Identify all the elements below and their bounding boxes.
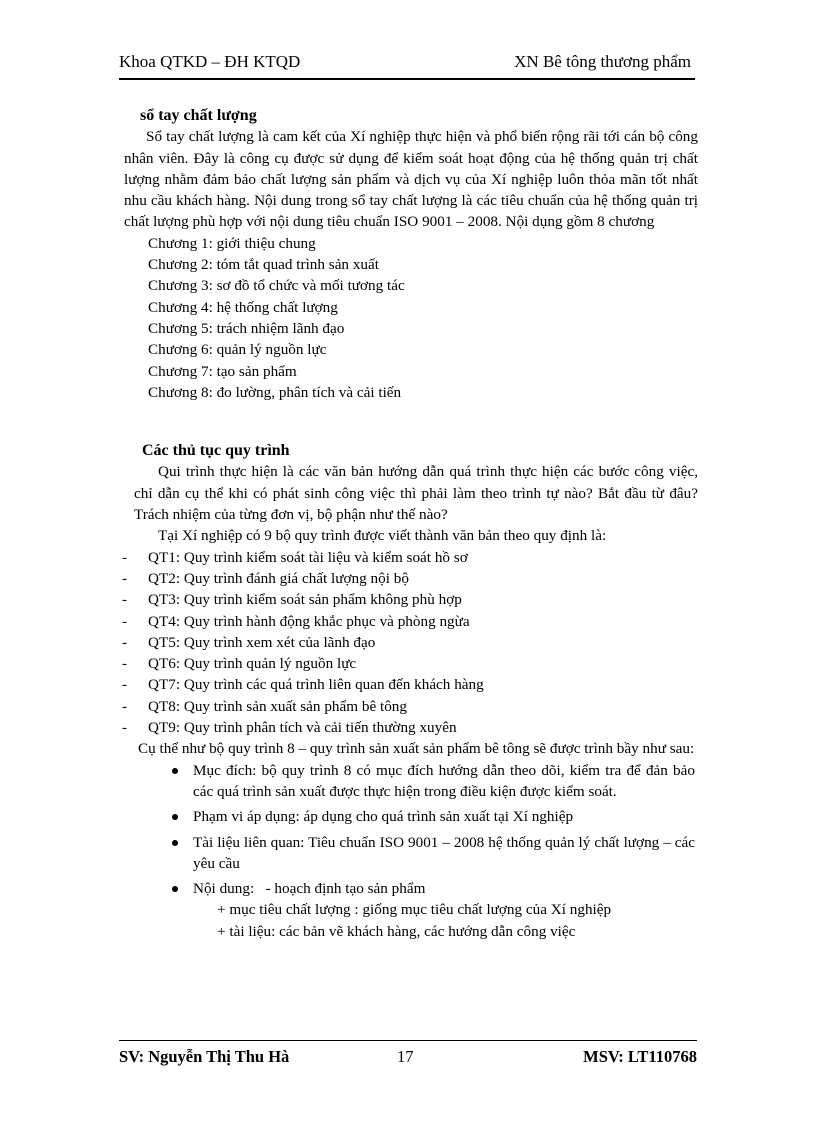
procedure-item: - QT3: Quy trình kiểm soát sản phẩm không phù hợp	[122, 589, 698, 610]
bullet-item: Phạm vi áp dụng: áp dụng cho quá trình sản xuất tại Xí nghiệp	[168, 806, 695, 827]
document-body	[124, 105, 698, 942]
bullet-list	[168, 760, 698, 900]
chapter-item: Chương 2: tóm tắt quad trình sản xuất	[148, 256, 379, 274]
chapter-item: Chương 1: giới thiệu chung	[148, 234, 316, 252]
bullet-item: Nội dung: - hoạch định tạo sản phẩm	[168, 878, 695, 899]
header-enterprise: XN Bê tông thương phẩm	[514, 52, 691, 71]
procedures-paragraph-2: Tại Xí nghiệp có 9 bộ quy trình được viết thành văn bản theo quy định là:	[158, 527, 607, 545]
dash-marker: -	[122, 676, 128, 694]
dash-marker: -	[122, 719, 128, 737]
procedure-item: - QT5: Quy trình xem xét của lãnh đạo	[122, 632, 698, 653]
page-number: 17	[397, 1047, 414, 1066]
section-title-procedures: Các thủ tục quy trình	[142, 442, 290, 460]
procedure-item: - QT9: Quy trình phân tích và cải tiến thường xuyên	[122, 717, 698, 738]
chapter-item: Chương 7: tạo sản phẩm	[148, 362, 297, 380]
bullet-dot-icon	[172, 768, 178, 774]
bullet-dot-icon	[172, 886, 178, 892]
section-title-quality-manual: sổ tay chất lượng	[140, 107, 257, 124]
dash-marker: -	[122, 548, 128, 566]
procedure-item: - QT4: Quy trình hành động khắc phục và phòng ngừa	[122, 611, 698, 632]
dash-marker: -	[122, 697, 128, 715]
chapter-item: Chương 8: đo lường, phân tích và cải tiến	[148, 383, 402, 401]
dash-marker: -	[122, 655, 128, 673]
footer-student-name: SV: Nguyễn Thị Thu Hà	[119, 1047, 290, 1066]
procedure-item: - QT1: Quy trình kiểm soát tài liệu và kiểm soát hồ sơ	[122, 547, 698, 568]
dash-marker: -	[122, 612, 128, 630]
page-header	[119, 52, 695, 80]
sub-item: + tài liệu: các bản vẽ khách hàng, các hướng dẫn công việc	[217, 922, 576, 940]
chapter-item: Chương 6: quản lý nguồn lực	[148, 341, 327, 359]
sub-item: + mục tiêu chất lượng : giống mục tiêu chất lượng của Xí nghiệp	[217, 901, 612, 919]
dash-marker: -	[122, 591, 128, 609]
chapter-list	[124, 233, 698, 403]
procedures-paragraph-3: Cụ thể như bộ quy trình 8 – quy trình sản xuất sản phẩm bê tông sẽ được trình bầy như sau:	[138, 740, 695, 758]
procedure-item: - QT2: Quy trình đánh giá chất lượng nội bộ	[122, 568, 698, 589]
bullet-dot-icon	[172, 814, 178, 820]
quality-manual-paragraph: Sổ tay chất lượng là cam kết của Xí nghiệp thực hiện và phổ biến rộng rãi tới cán bộ công nhân viên. Đây là công cụ được sử dụng để kiểm soát hoạt động của hệ thống quản trị chất lượng nhằm đảm bảo chất lượng sản phẩm và dịch vụ của Xí nghiệp luôn thỏa mãn tốt nhất nhu cầu khách hàng. Nội dung trong sổ tay chất lượng là các tiêu chuẩn của hệ thống quản trị chất lượng phù hợp với nội dung tiêu chuẩn ISO 9001 – 2008. Nội dụng gồm 8 chương	[124, 128, 698, 231]
bullet-item: Tài liệu liên quan: Tiêu chuẩn ISO 9001 – 2008 hệ thống quản lý chất lượng – các yêu cầu	[168, 832, 695, 875]
chapter-item: Chương 4: hệ thống chất lượng	[148, 298, 338, 316]
procedures-paragraph-1: Qui trình thực hiện là các văn bản hướng dẫn quá trình thực hiện các bước công việc, chỉ dẫn cụ thể khi có phát sinh công việc thì phải làm theo trình tự nào? Bắt đầu từ đâu? Trách nhiệm của từng đơn vị, bộ phận như thế nào?	[134, 463, 698, 524]
bullet-dot-icon	[172, 840, 178, 846]
chapter-item: Chương 3: sơ đồ tổ chức và mối tương tác	[148, 277, 405, 295]
chapter-item: Chương 5: trách nhiệm lãnh đạo	[148, 319, 345, 337]
bullet-item: Mục đích: bộ quy trình 8 có mục đích hướng dẫn theo dõi, kiểm tra để đản bảo các quá trình sản xuất được thực hiện trong điều kiện được kiểm soát.	[168, 760, 695, 803]
procedure-list	[124, 547, 698, 739]
procedure-item: - QT7: Quy trình các quá trình liên quan đến khách hàng	[122, 674, 698, 695]
procedure-item: - QT6: Quy trình quản lý nguồn lực	[122, 653, 698, 674]
procedure-item: - QT8: Quy trình sản xuất sản phẩm bê tông	[122, 696, 698, 717]
page-footer	[119, 1040, 697, 1077]
dash-marker: -	[122, 633, 128, 651]
dash-marker: -	[122, 569, 128, 587]
header-faculty: Khoa QTKD – ĐH KTQD	[119, 52, 301, 71]
footer-student-id: MSV: LT110768	[583, 1047, 697, 1066]
